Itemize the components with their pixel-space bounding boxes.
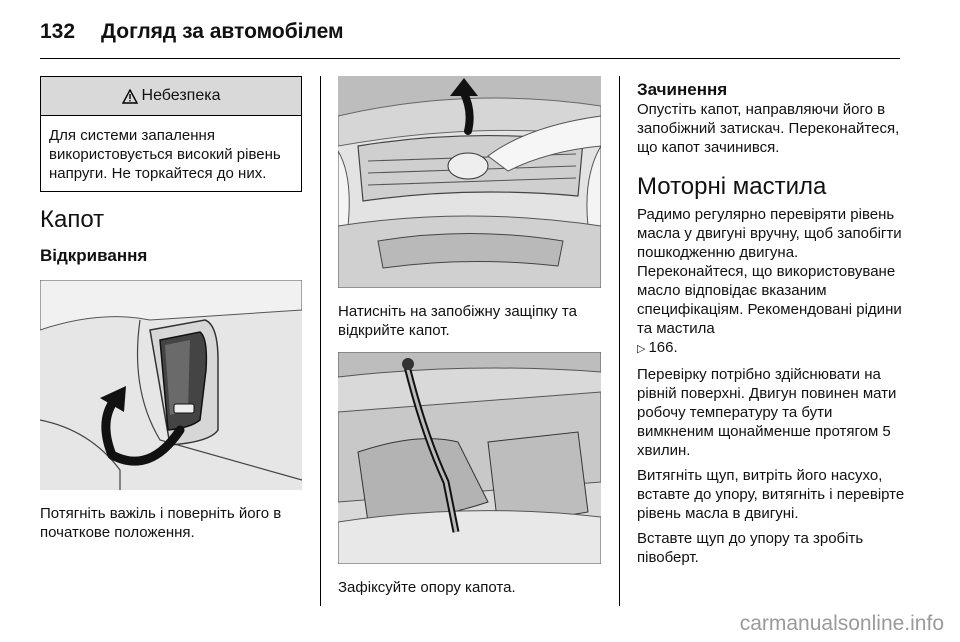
column-left: [40, 76, 302, 542]
warning-box: [40, 76, 302, 192]
page-title: Догляд за автомобілем: [101, 20, 344, 43]
column-divider: [619, 76, 620, 606]
hood-release-lever-illustration: [40, 280, 302, 490]
section-heading-engine-oils: Моторні мастила: [637, 173, 827, 200]
step3-caption: Зафіксуйте опору капота.: [338, 579, 516, 596]
car-front-drawing: [338, 76, 601, 288]
warning-title: Небезпека: [141, 87, 221, 104]
hood-prop-rod-drawing: [338, 352, 601, 564]
oils-paragraph-4: Вставте щуп до упору та зробіть півоберт.: [637, 530, 864, 566]
page-reference[interactable]: 166.: [648, 339, 678, 356]
closing-text: Опустіть капот, направляючи його в запобіжний затискач. Переконайтеся, що капот зачинився.: [637, 101, 900, 156]
step2-caption: Натисніть на запобіжну защіпку та відкрийте капот.: [338, 303, 577, 339]
watermark: carmanualsonline.info: [739, 612, 944, 635]
oils-paragraph-2: Перевірку потрібно здійснювати на рівній поверхні. Двигун повинен мати робочу температуру та бути вимкненим щонайменше протягом 5 хвилин.: [637, 366, 897, 459]
warning-triangle-icon: [122, 89, 138, 104]
page-number: 132: [40, 20, 76, 43]
subheading-opening: Відкривання: [40, 246, 148, 265]
hood-prop-illustration: [338, 352, 601, 564]
page-header: [40, 16, 344, 48]
step1-caption: Потягніть важіль і поверніть його в початкове положення.: [40, 505, 282, 541]
column-middle: [338, 76, 601, 597]
column-divider: [320, 76, 321, 606]
subheading-closing: Зачинення: [637, 80, 728, 99]
hood-lever-drawing: [40, 280, 302, 490]
hood-latch-illustration: [338, 76, 601, 288]
header-rule: [40, 58, 900, 59]
warning-text: Для системи запалення використовується високий рівень напруги. Не торкайтеся до них.: [49, 127, 281, 182]
column-right: [637, 80, 905, 567]
oils-paragraph-3: Витягніть щуп, витріть його насухо, вставте до упору, витягніть і перевірте рівень масла в двигуні.: [637, 467, 905, 522]
oils-paragraph-1: [637, 205, 905, 359]
warning-header: [41, 77, 301, 116]
page-reference-icon: ▷: [637, 343, 646, 355]
section-heading-hood: Капот: [40, 206, 105, 233]
oils-paragraph-1-text: Радимо регулярно перевіряти рівень масла у двигуні вручну, щоб запобігти пошкодженню двигуна. Переконайтеся, що використовуване масло відповідає вказаним специфікаціям. Рекомендовані рідини та мастила: [637, 206, 902, 337]
